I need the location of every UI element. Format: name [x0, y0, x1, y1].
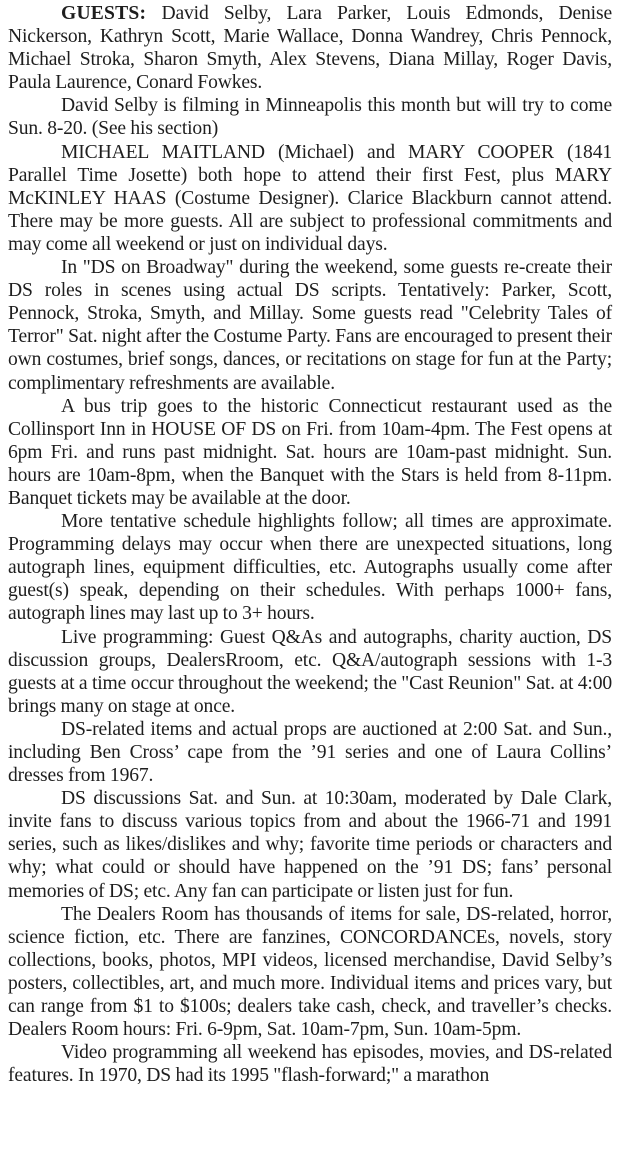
paragraph-selby-filming: David Selby is filming in Minneapolis this month but will try to come Sun. 8-20. (See his section) — [8, 95, 612, 140]
paragraph-ds-on-broadway: In "DS on Broadway" during the weekend, some guests re-create their DS roles in scenes using actual DS scripts. Tentatively: Parker, Scott, Pennock, Stroka, Smyth, and Millay. Some guests read "Celebrity Tales of Terror" Sat. night after the Costume Party. Fans are encouraged to present their own costumes, brief songs, dances, or recitations on stage for fun at the Party; complimentary refreshments are available. — [8, 257, 612, 394]
guests-list: David Selby, Lara Parker, Louis Edmonds, Denise Nickerson, Kathryn Scott, Marie Wallace, Donna Wandrey, Chris Pennock, Michael Stroka, Sharon Smyth, Alex Stevens, Diana Millay, Roger Davis, Paula Laurence, Conard Fowkes. — [8, 3, 612, 94]
paragraph-live-programming: Live programming: Guest Q&As and autographs, charity auction, DS discussion groups, DealersRroom, etc. Q&A/autograph sessions with 1-3 guests at a time occur throughout the weekend; the "Cast Reunion" Sat. at 4:00 brings many on stage at once. — [8, 626, 612, 717]
paragraph-new-guests: MICHAEL MAITLAND (Michael) and MARY COOPER (1841 Parallel Time Josette) both hope to attend their first Fest, plus MARY McKINLEY HAAS (Costume Designer). Clarice Blackburn cannot attend. There may be more guests. All are subject to professional commitments and may come all weekend or just on individual days. — [8, 141, 612, 255]
paragraph-schedule-highlights: More tentative schedule highlights follow; all times are approximate. Programming delays may occur when there are unexpected situations, long autograph lines, equipment difficulties, etc. Autographs usually come after guest(s) speak, depending on their schedules. With perhaps 1000+ fans, autograph lines may last up to 3+ hours. — [8, 511, 612, 625]
document-page — [8, 2, 612, 1087]
paragraph-bus-trip-hours: A bus trip goes to the historic Connecticut restaurant used as the Collinsport Inn in HOUSE OF DS on Fri. from 10am-4pm. The Fest opens at 6pm Fri. and runs past midnight. Sat. hours are 10am-past midnight. Sun. hours are 10am-8pm, when the Banquet with the Stars is held from 8-11pm. Banquet tickets may be available at the door. — [8, 395, 612, 509]
paragraph-auction: DS-related items and actual props are auctioned at 2:00 Sat. and Sun., including Ben Cross’ cape from the ’91 series and one of Laura Collins’ dresses from 1967. — [8, 718, 612, 787]
paragraph-dealers-room: The Dealers Room has thousands of items for sale, DS-related, horror, science fiction, etc. There are fanzines, CONCORDANCEs, novels, story collections, books, photos, MPI videos, licensed merchandise, David Selby’s posters, collectibles, art, and much more. Individual items and prices vary, but can range from $1 to $100s; dealers take cash, check, and traveller’s checks. Dealers Room hours: Fri. 6-9pm, Sat. 10am-7pm, Sun. 10am-5pm. — [8, 903, 612, 1041]
paragraph-guests — [8, 2, 612, 94]
guests-heading: GUESTS: — [61, 3, 147, 24]
paragraph-video-programming: Video programming all weekend has episodes, movies, and DS-related features. In 1970, DS had its 1995 "flash-forward;" a marathon — [8, 1042, 612, 1087]
paragraph-discussions: DS discussions Sat. and Sun. at 10:30am, moderated by Dale Clark, invite fans to discuss various topics from and about the 1966-71 and 1991 series, such as likes/dislikes and why; favorite time periods or characters and why; what could or should have happened on the ’91 DS; fans’ personal memories of DS; etc. Any fan can participate or listen just for fun. — [8, 788, 612, 902]
